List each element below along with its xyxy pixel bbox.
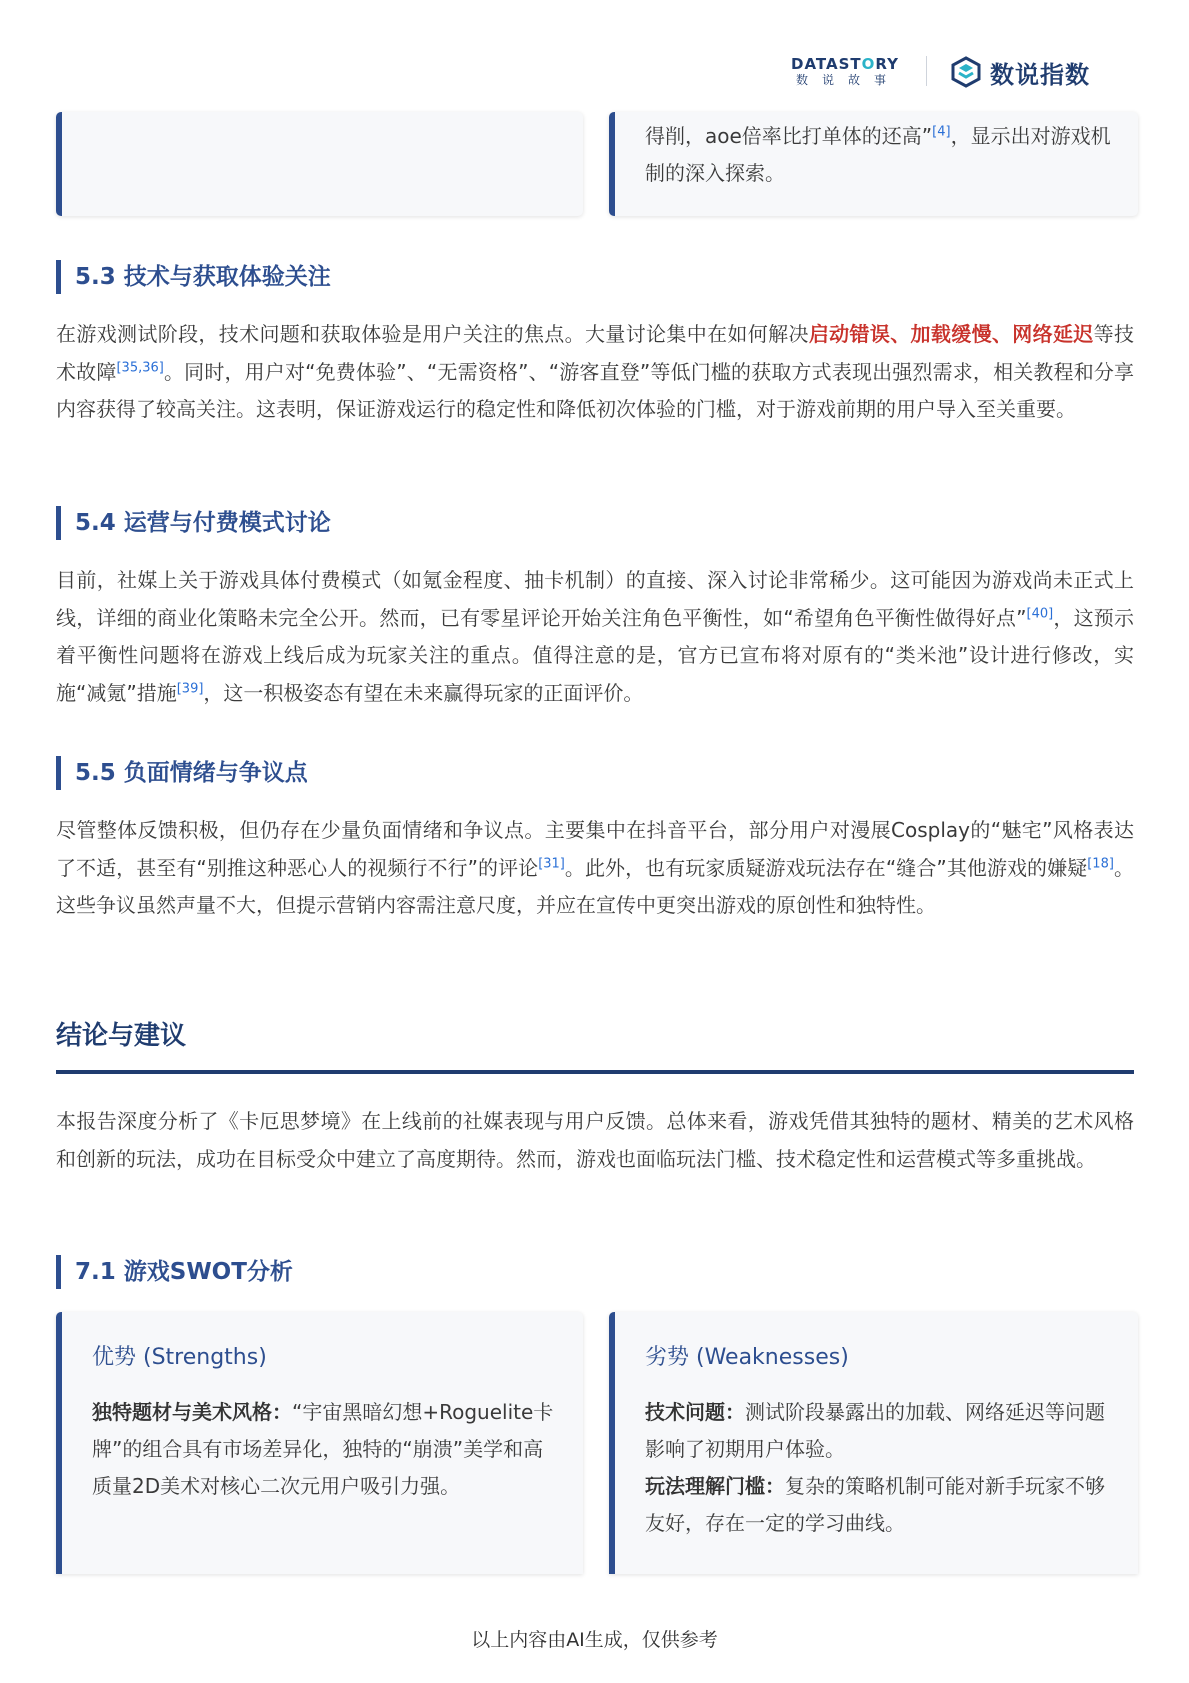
- paragraph-5-4: 目前，社媒上关于游戏具体付费模式（如氪金程度、抽卡机制）的直接、深入讨论非常稀少。这可能因为游戏尚未正式上线，详细的商业化策略未完全公开。然而，已有零星评论开始关注角色平衡性，如“希望角色平衡性做得好点”[40]，这预示着平衡性问题将在游戏上线后成为玩家关注的重点。值得注意的是，官方已宣布将对原有的“类米池”设计进行修改，实施“减氪”措施[39]，这一积极姿态有望在未来赢得玩家的正面评价。: [56, 568, 1135, 705]
- logo-en-b: RY: [875, 55, 899, 73]
- continued-card-left: [56, 112, 583, 216]
- section-heading-conclusion: 结论与建议: [56, 1021, 187, 1051]
- brand-logo: [950, 54, 1090, 90]
- logo-en-o: O: [861, 55, 876, 73]
- section-rule: [56, 1070, 1134, 1074]
- citation-link[interactable]: [18]: [1087, 855, 1114, 871]
- ai-disclaimer-footer: 以上内容由AI生成，仅供参考: [471, 1629, 718, 1651]
- swot-strengths-card: [56, 1312, 583, 1574]
- citation-link[interactable]: [39]: [176, 680, 204, 696]
- citation-link[interactable]: [35,36]: [116, 359, 164, 375]
- section-heading-5-5: 5.5 负面情绪与争议点: [56, 756, 308, 790]
- section-heading-5-4: 5.4 运营与付费模式讨论: [56, 506, 331, 540]
- strengths-title: 优势 (Strengths): [92, 1345, 267, 1370]
- paragraph-conclusion: 本报告深度分析了《卡厄思梦境》在上线前的社媒表现与用户反馈。总体来看，游戏凭借其独特的题材、精美的艺术风格和创新的玩法，成功在目标受众中建立了高度期待。然而，游戏也面临玩法门槛、技术稳定性和运营模式等多重挑战。: [56, 1109, 1134, 1171]
- brand-mark-icon: [950, 56, 982, 88]
- continued-card-right: [609, 112, 1138, 216]
- logo-cn: 数说故事: [795, 73, 900, 87]
- citation-link[interactable]: [4]: [932, 124, 951, 140]
- page-header: [0, 50, 1189, 94]
- paragraph-5-5: 尽管整体反馈积极，但仍存在少量负面情绪和争议点。主要集中在抖音平台，部分用户对漫展Cosplay的“魅宅”风格表达了不适，甚至有“别推这种恶心人的视频行不行”的评论[31]。此外，也有玩家质疑游戏玩法存在“缝合”其他游戏的嫌疑[18]。这些争议虽然声量不大，但提示营销内容需注意尺度，并应在宣传中更突出游戏的原创性和独特性。: [56, 818, 1134, 917]
- datastory-logo: [787, 56, 903, 88]
- highlight-text: 启动错误、加载缓慢、网络延迟: [808, 322, 1094, 346]
- weaknesses-title: 劣势 (Weaknesses): [645, 1345, 849, 1370]
- brand-name: 数说指数: [990, 60, 1090, 89]
- strengths-text: 独特题材与美术风格：“宇宙黑暗幻想+Roguelite卡牌”的组合具有市场差异化，独特的“崩溃”美学和高质量2D美术对核心二次元用户吸引力强。: [92, 1400, 554, 1498]
- weaknesses-text: 技术问题：测试阶段暴露出的加载、网络延迟等问题影响了初期用户体验。 玩法理解门槛：复杂的策略机制可能对新手玩家不够友好，存在一定的学习曲线。: [645, 1400, 1105, 1535]
- citation-link[interactable]: [40]: [1026, 605, 1054, 621]
- paragraph-5-3: 在游戏测试阶段，技术问题和获取体验是用户关注的焦点。大量讨论集中在如何解决启动错误、加载缓慢、网络延迟等技术故障[35,36]。同时，用户对“免费体验”、“无需资格”、“游客直登”等低门槛的获取方式表现出强烈需求，相关教程和分享内容获得了较高关注。这表明，保证游戏运行的稳定性和降低初次体验的门槛，对于游戏前期的用户导入至关重要。: [56, 322, 1135, 421]
- citation-link[interactable]: [31]: [538, 855, 565, 871]
- header-divider: [926, 56, 927, 86]
- continued-card-text: 得削，aoe倍率比打单体的还高”[4]，显示出对游戏机制的深入探索。: [645, 124, 1111, 185]
- logo-en-a: DATAST: [791, 55, 862, 73]
- swot-weaknesses-card: [609, 1312, 1138, 1574]
- section-heading-7-1: 7.1 游戏SWOT分析: [56, 1255, 293, 1289]
- section-heading-5-3: 5.3 技术与获取体验关注: [56, 260, 331, 294]
